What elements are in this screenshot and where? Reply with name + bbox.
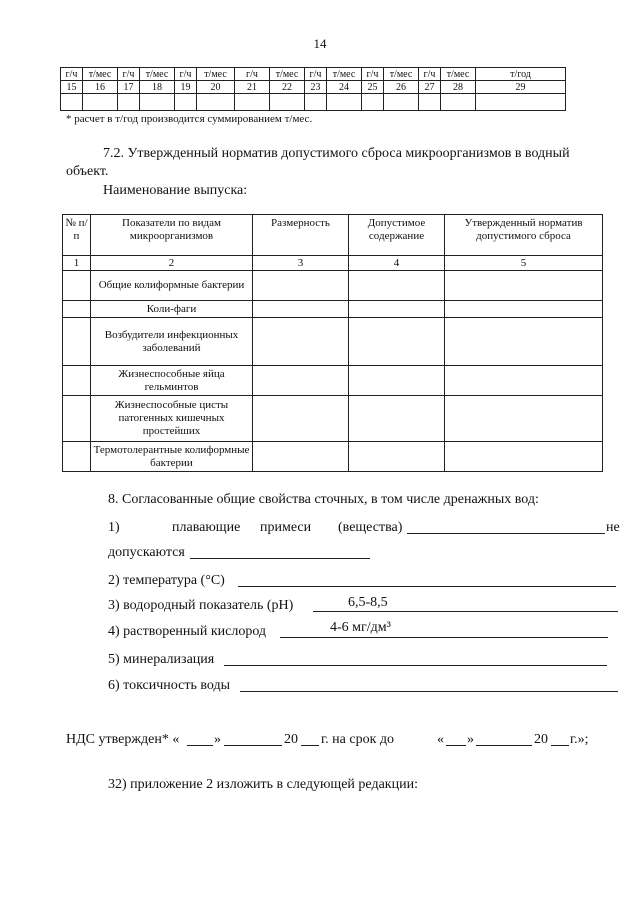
table-header-cell: т/мес — [441, 68, 476, 81]
table-header-cell: г/ч — [305, 68, 327, 81]
approval-quote-close: » — [214, 732, 221, 747]
table-cell — [384, 94, 419, 111]
table-cell — [305, 94, 327, 111]
approval-label: НДС утвержден* « — [66, 732, 180, 747]
table-header-cell: г/ч — [175, 68, 197, 81]
table-cell — [445, 366, 603, 396]
table-cell: 20 — [197, 81, 235, 94]
table-cell: 2 — [91, 256, 253, 271]
item4-value: 4-6 мг/дм³ — [330, 620, 391, 635]
item1-word2: примеси — [260, 520, 312, 535]
table-cell — [445, 271, 603, 301]
table-header-cell: г/ч — [362, 68, 384, 81]
table-cell: 15 — [61, 81, 83, 94]
table-header-cell: т/мес — [327, 68, 362, 81]
approval-year2-prefix: 20 — [534, 732, 548, 747]
table-cell — [349, 301, 445, 318]
table-header-cell: т/мес — [140, 68, 175, 81]
table-cell — [118, 94, 140, 111]
table-cell — [349, 442, 445, 472]
item3-fill-line — [313, 611, 618, 612]
table-cell — [140, 94, 175, 111]
table-cell: Коли-фаги — [91, 301, 253, 318]
approval-year-prefix: 20 — [284, 732, 298, 747]
item1-line2-fill — [190, 558, 370, 559]
release-name-label: Наименование выпуска: — [103, 183, 248, 198]
table-header-cell: г/ч — [118, 68, 140, 81]
item1-end: не — [606, 520, 620, 535]
table-cell — [445, 442, 603, 472]
table-cell — [349, 271, 445, 301]
table-cell — [349, 366, 445, 396]
approval-quote-close2: » — [467, 732, 474, 747]
item5-label: 5) минерализация — [108, 652, 215, 667]
table-cell: 25 — [362, 81, 384, 94]
table-cell: 28 — [441, 81, 476, 94]
table-cell: 21 — [235, 81, 270, 94]
table-header-cell: Утвержденный норматив допустимого сброса — [445, 215, 603, 256]
table-header-cell: т/год — [476, 68, 566, 81]
item1-fill-line — [407, 533, 605, 534]
table-cell — [270, 94, 305, 111]
table-cell — [253, 318, 349, 366]
table-cell — [235, 94, 270, 111]
table-row — [63, 442, 603, 472]
item6-fill-line — [240, 691, 618, 692]
table-cell: 1 — [63, 256, 91, 271]
table-header-cell: г/ч — [419, 68, 441, 81]
table-row — [63, 396, 603, 442]
table-header-cell: т/мес — [270, 68, 305, 81]
footnote: * расчет в т/год производится суммированием т/мес. — [66, 113, 313, 125]
item1-word3: (вещества) — [338, 520, 403, 535]
table-cell — [476, 94, 566, 111]
table-cell: 4 — [349, 256, 445, 271]
table-cell — [445, 396, 603, 442]
table-cell — [349, 318, 445, 366]
table-cell: 27 — [419, 81, 441, 94]
item4-fill-line — [280, 637, 608, 638]
item1-line2: допускаются — [108, 545, 185, 560]
table-cell: 23 — [305, 81, 327, 94]
section-7-2-line2: объект. — [66, 164, 109, 179]
top-emissions-table — [60, 67, 566, 111]
table-header-cell: № п/п — [63, 215, 91, 256]
table-cell — [83, 94, 118, 111]
table-row — [63, 366, 603, 396]
table-cell — [253, 396, 349, 442]
point-32: 32) приложение 2 изложить в следующей редакции: — [108, 777, 418, 792]
microorganisms-table — [62, 214, 603, 472]
table-cell: 5 — [445, 256, 603, 271]
table-cell: 18 — [140, 81, 175, 94]
table-cell — [63, 271, 91, 301]
table-cell: 26 — [384, 81, 419, 94]
table-cell: 24 — [327, 81, 362, 94]
table-cell — [63, 318, 91, 366]
table-cell — [197, 94, 235, 111]
table-header-cell: Размерность — [253, 215, 349, 256]
table-cell: Термотолерантные колиформные бактерии — [91, 442, 253, 472]
table-header-cell: т/мес — [197, 68, 235, 81]
section-7-2-line1: 7.2. Утвержденный норматив допустимого сброса микроорганизмов в водный — [103, 146, 570, 161]
item2-label: 2) температура (°С) — [108, 573, 225, 588]
item4-label: 4) растворенный кислород — [108, 624, 267, 639]
table-header-row — [63, 215, 603, 256]
table-cell — [419, 94, 441, 111]
table-cell: 19 — [175, 81, 197, 94]
table-header-cell: Показатели по видам микроорганизмов — [91, 215, 253, 256]
item3-value: 6,5-8,5 — [348, 595, 388, 610]
table-cell — [362, 94, 384, 111]
table-cell — [253, 442, 349, 472]
approval-year2-line — [551, 745, 569, 746]
table-row — [63, 301, 603, 318]
table-cell: 3 — [253, 256, 349, 271]
approval-quote-open2: « — [437, 732, 444, 747]
table-cell — [349, 396, 445, 442]
table-cell — [327, 94, 362, 111]
page-number: 14 — [313, 36, 327, 51]
approval-month-line — [224, 745, 282, 746]
table-cell — [441, 94, 476, 111]
approval-month2-line — [476, 745, 532, 746]
approval-end: г.»; — [570, 732, 589, 747]
table-cell — [253, 301, 349, 318]
approval-day-line — [187, 745, 213, 746]
item2-fill-line — [238, 586, 616, 587]
table-header-cell: т/мес — [83, 68, 118, 81]
approval-year-suffix: г. на срок до — [321, 732, 395, 747]
item1-number: 1) — [108, 520, 120, 535]
table-header-row — [61, 68, 566, 81]
table-cell — [63, 366, 91, 396]
table-number-row — [61, 81, 566, 94]
table-cell: 17 — [118, 81, 140, 94]
table-cell: Жизнеспособные цисты патогенных кишечных простейших — [91, 396, 253, 442]
table-cell — [445, 301, 603, 318]
approval-year-line — [301, 745, 319, 746]
table-cell: Общие колиформные бактерии — [91, 271, 253, 301]
section-8-title: 8. Согласованные общие свойства сточных, в том числе дренажных вод: — [108, 492, 539, 507]
approval-day2-line — [446, 745, 466, 746]
table-cell — [253, 271, 349, 301]
table-header-cell: г/ч — [61, 68, 83, 81]
item6-label: 6) токсичность воды — [108, 678, 230, 693]
table-cell: 22 — [270, 81, 305, 94]
table-cell — [63, 301, 91, 318]
table-cell: Возбудители инфекционных заболеваний — [91, 318, 253, 366]
item1-word1: плавающие — [172, 520, 241, 535]
table-cell: Жизнеспособные яйца гельминтов — [91, 366, 253, 396]
table-cell — [63, 396, 91, 442]
table-header-cell: т/мес — [384, 68, 419, 81]
table-cell — [61, 94, 83, 111]
table-header-cell: г/ч — [235, 68, 270, 81]
table-row — [63, 271, 603, 301]
table-number-row — [63, 256, 603, 271]
table-cell: 16 — [83, 81, 118, 94]
table-cell — [253, 366, 349, 396]
table-cell: 29 — [476, 81, 566, 94]
table-row — [61, 94, 566, 111]
table-cell — [445, 318, 603, 366]
table-cell — [175, 94, 197, 111]
table-cell — [63, 442, 91, 472]
item5-fill-line — [224, 665, 607, 666]
table-row — [63, 318, 603, 366]
item3-label: 3) водородный показатель (рН) — [108, 598, 294, 613]
table-header-cell: Допустимое содержание — [349, 215, 445, 256]
